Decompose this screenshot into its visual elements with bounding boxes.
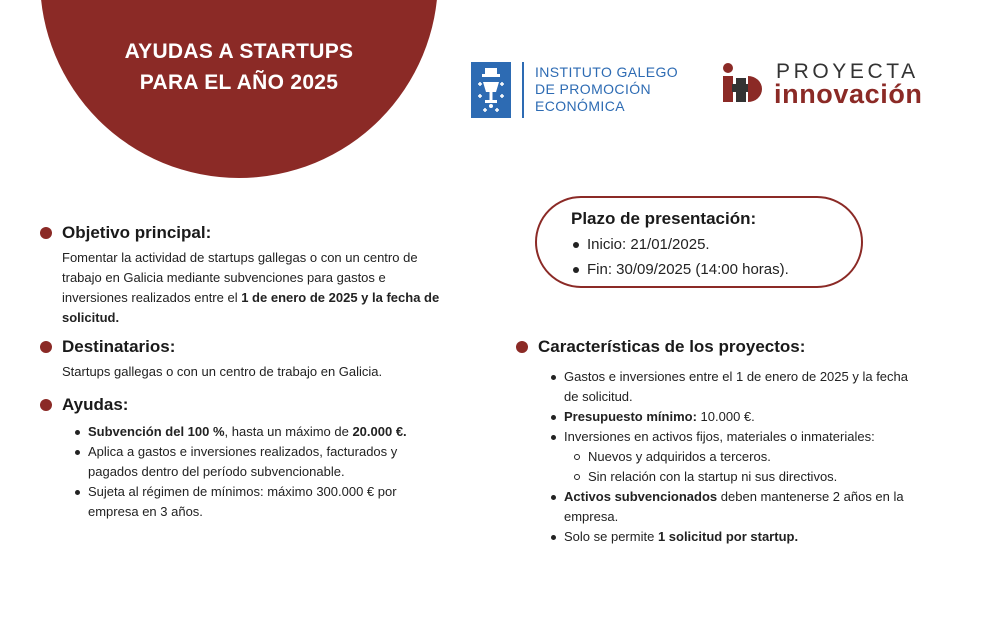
list-item: Aplica a gastos e inversiones realizados, facturados y pagados dentro del período subvencionable. — [74, 442, 430, 482]
list-item: Activos subvencionados deben mantenerse 2 años en la empresa. — [550, 487, 920, 527]
title-line-2: PARA EL AÑO 2025 — [139, 71, 339, 94]
ayudas-list — [74, 422, 430, 522]
objetivo-section — [40, 222, 440, 328]
plazo-heading: Plazo de presentación: — [571, 209, 757, 228]
list-item: Solo se permite 1 solicitud por startup. — [550, 527, 920, 547]
list-item: Gastos e inversiones entre el 1 de enero de 2025 y la fecha de solicitud. — [550, 367, 920, 407]
proyecta-symbol-icon — [720, 62, 768, 106]
bullet-dot — [40, 399, 52, 411]
galicia-coat-of-arms-icon — [471, 62, 511, 118]
caracteristicas-list — [550, 367, 920, 547]
sub-list-item: Nuevos y adquiridos a terceros. — [550, 447, 920, 467]
proyecta-innovacion-logo — [720, 60, 950, 110]
title-line-1: AYUDAS A STARTUPS — [124, 40, 354, 63]
objetivo-heading — [40, 222, 440, 244]
list-item: Sujeta al régimen de mínimos: máximo 300.000 € por empresa en 3 años. — [74, 482, 430, 522]
ayudas-heading-text: Ayudas: — [62, 395, 129, 414]
proyecta-word: PROYECTA — [776, 60, 919, 83]
plazo-box — [535, 196, 863, 288]
igape-line-1: INSTITUTO GALEGO — [535, 64, 679, 80]
objetivo-heading-text: Objetivo principal: — [62, 223, 212, 242]
list-item: Subvención del 100 %, hasta un máximo de 20.000 €. — [74, 422, 430, 442]
igape-line-3: ECONÓMICA — [535, 98, 625, 114]
list-item: Inversiones en activos fijos, materiales o inmateriales: — [550, 427, 920, 447]
ayudas-section — [40, 394, 440, 522]
innovacion-word: innovación — [774, 79, 923, 109]
list-item: Presupuesto mínimo: 10.000 €. — [550, 407, 920, 427]
plazo-inicio: Inicio: 21/01/2025. — [571, 232, 861, 257]
igape-logo — [471, 60, 701, 122]
destinatarios-heading-text: Destinatarios: — [62, 337, 176, 356]
plazo-fin: Fin: 30/09/2025 (14:00 horas). — [571, 257, 861, 282]
ayudas-heading — [40, 394, 440, 416]
bullet-dot — [40, 227, 52, 239]
page-title — [40, 36, 438, 98]
igape-line-2: DE PROMOCIÓN — [535, 81, 652, 97]
destinatarios-section — [40, 336, 440, 382]
destinatarios-text: Startups gallegas o con un centro de trabajo en Galicia. — [62, 364, 383, 379]
objetivo-text: Fomentar la actividad de startups gallegas o con un centro de trabajo en Galicia mediante subvenciones para gastos e inversiones realizados entre el 1 de enero de 2025 y la fecha de solicitud. — [62, 250, 440, 325]
igape-wordmark — [535, 64, 678, 115]
caracteristicas-heading — [516, 336, 926, 358]
caracteristicas-section — [516, 336, 926, 547]
bullet-dot — [516, 341, 528, 353]
bullet-dot — [40, 341, 52, 353]
plazo-list — [571, 232, 861, 282]
sub-list-item: Sin relación con la startup ni sus directivos. — [550, 467, 920, 487]
logo-divider — [522, 62, 524, 118]
caracteristicas-heading-text: Características de los proyectos: — [538, 337, 806, 356]
destinatarios-heading — [40, 336, 440, 358]
